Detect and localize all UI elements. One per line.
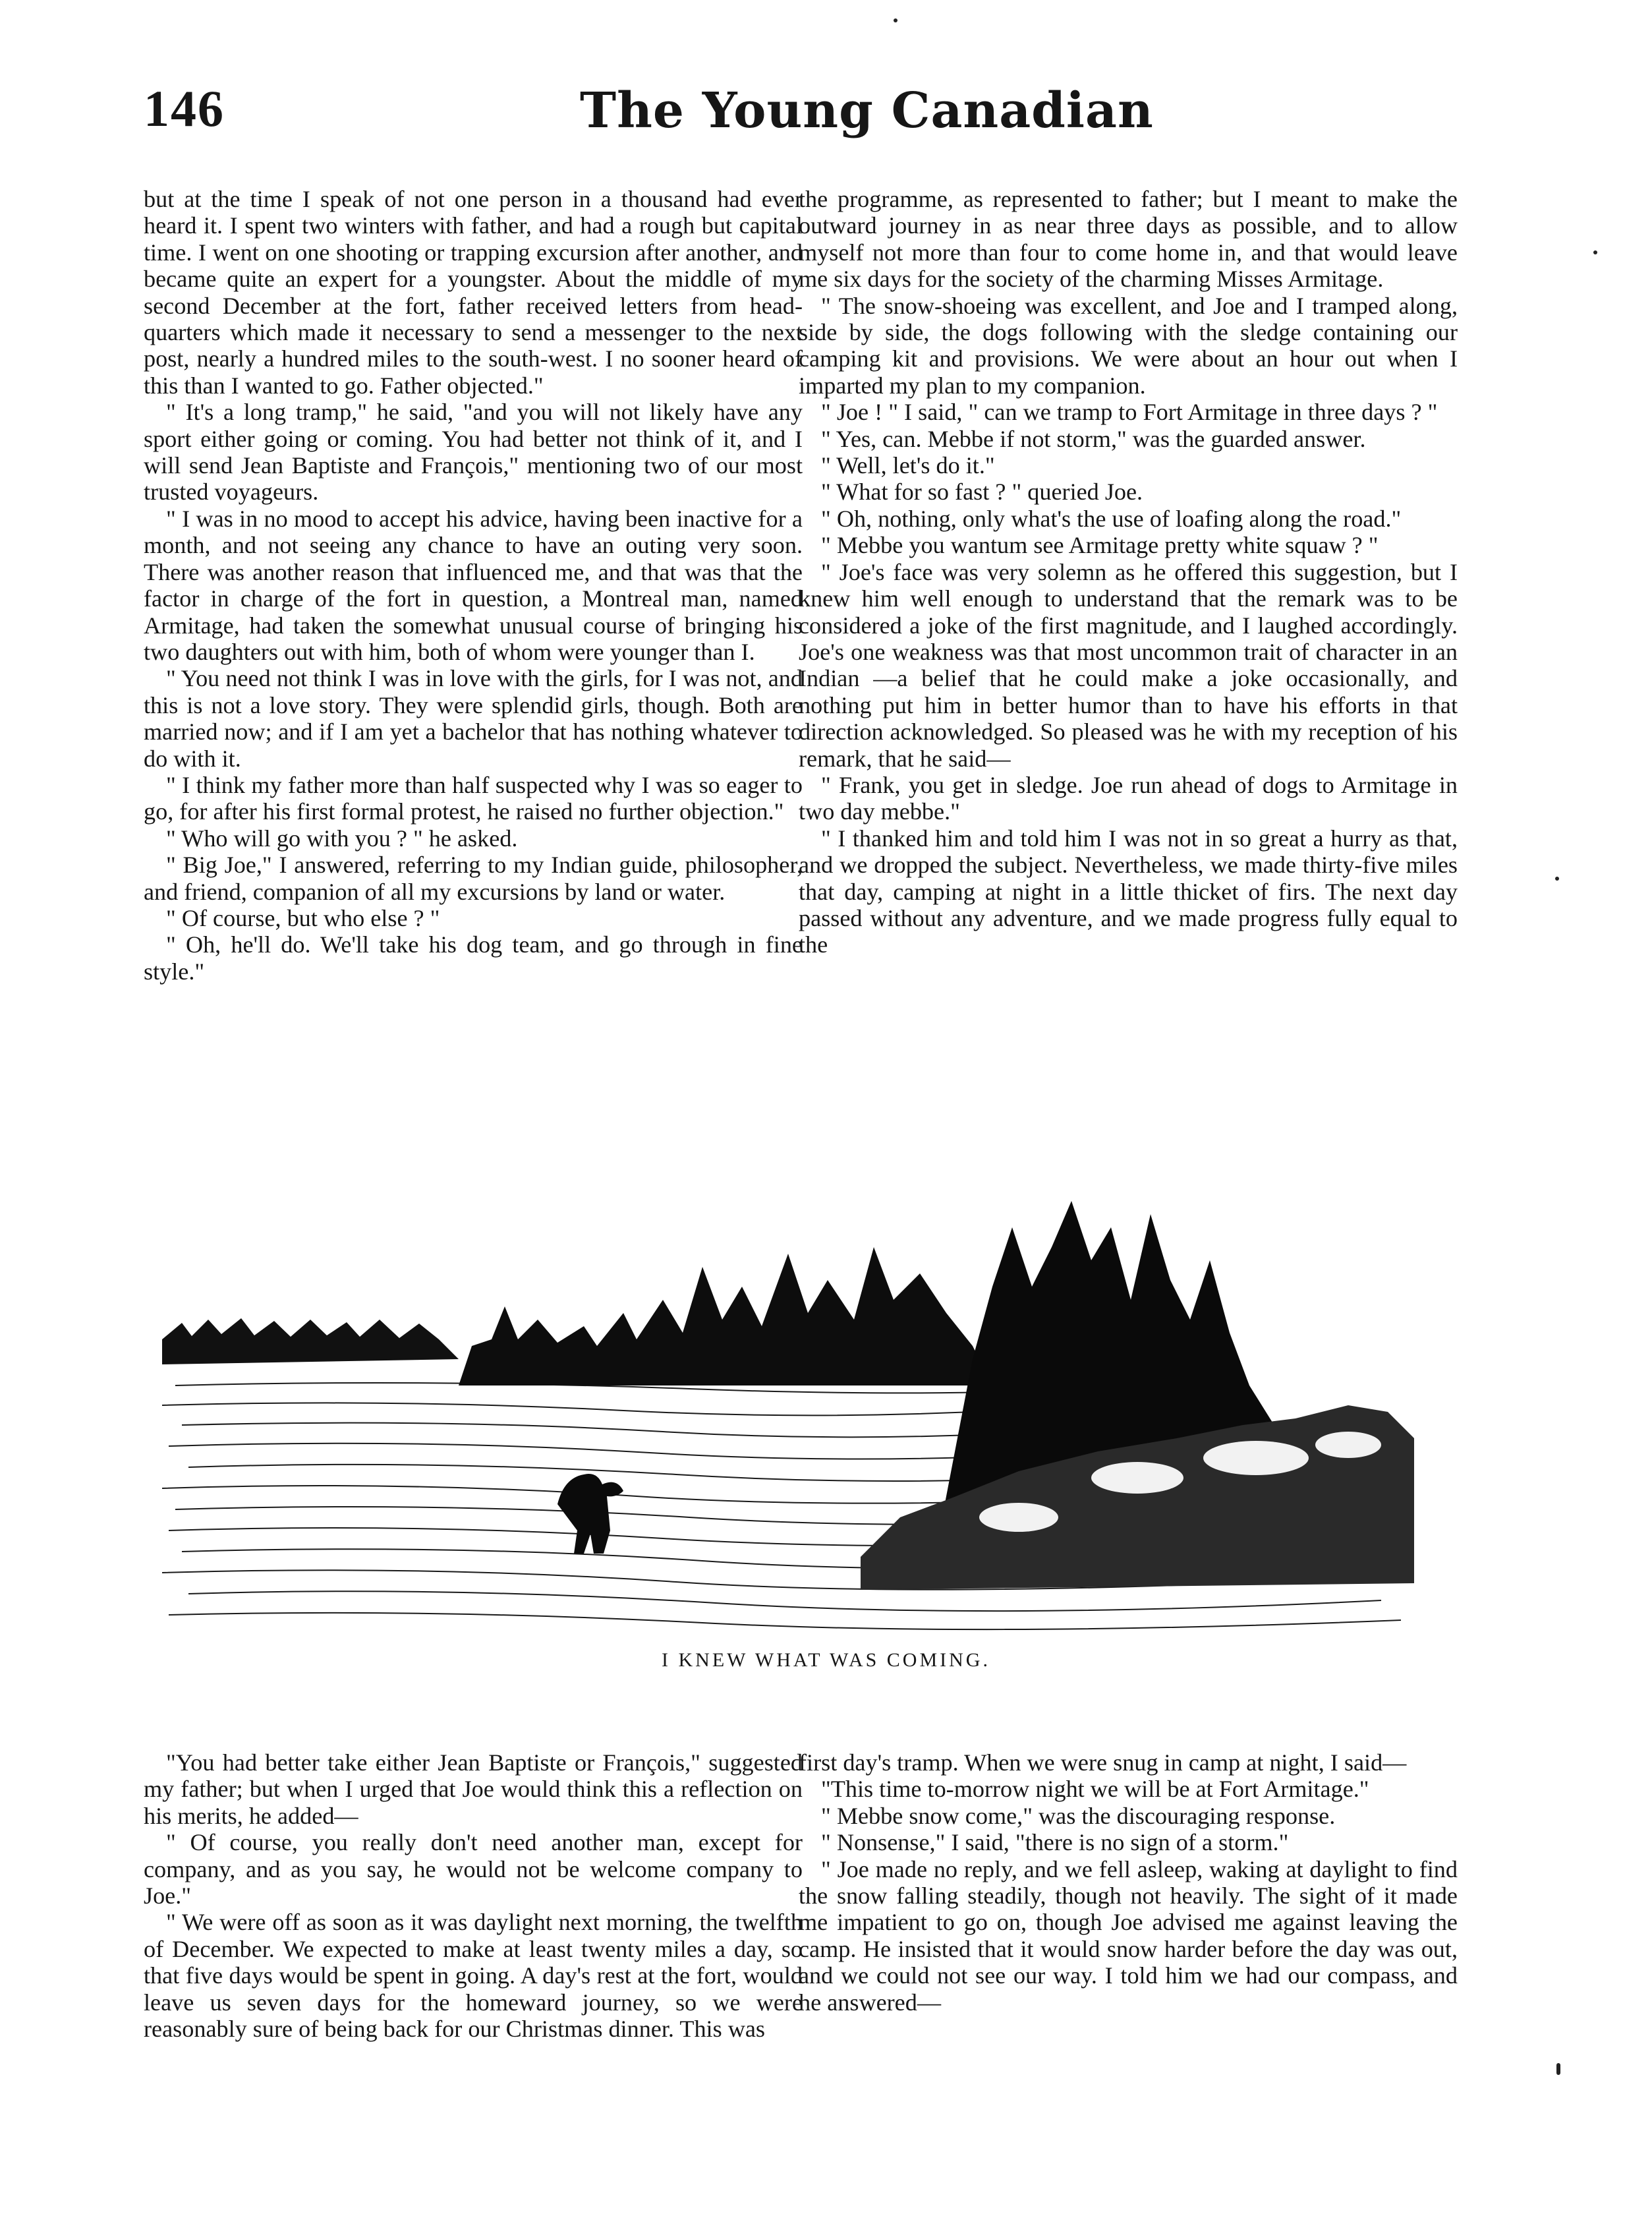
bottom-left-column [144, 1749, 803, 2042]
top-left-column [144, 186, 803, 985]
paragraph: " Frank, you get in sledge. Joe run ahead of dogs to Armitage in two day mebbe." [799, 771, 1458, 825]
illustration-caption: I KNEW WHAT WAS COMING. [662, 1649, 990, 1671]
forest-point [459, 1247, 992, 1385]
paragraph: " Nonsense," I said, "there is no sign of a storm." [821, 1829, 1289, 1856]
paragraph: " You need not think I was in love with the girls, for I was not, and this is not a love story. They were splendid girls, though. Both are married now; and if I am yet a bachelor that has nothing whatever to do with it. [144, 665, 803, 772]
print-speck [1593, 250, 1597, 254]
print-speck [894, 18, 897, 22]
paragraph: " Joe's face was very solemn as he offered this suggestion, but I knew him well enough to understand that the remark was to be considered a joke of the first magnitude, and I laughed accordingly. Joe's one weakness was that most uncommon trait of character in an Indian —a belief that he could make a joke occasionally, and nothing put him in better humor than to have his efforts in that direction acknowledged. So pleased was he with my reception of his remark, that he said— [799, 558, 1458, 772]
paragraph: " Well, let's do it." [821, 452, 995, 479]
paragraph: the programme, as represented to father; but I meant to make the outward journey in as near three days as possible, and to allow myself not more than four to come home in, and that would leave me six days for the society of the charming Misses Armitage. [799, 186, 1458, 293]
paragraph: " Big Joe," I answered, referring to my Indian guide, philosopher, and friend, companion of all my excursions by land or water. [144, 852, 803, 905]
paragraph: but at the time I speak of not one person in a thousand had ever heard it. I spent two winters with father, and had a rough but capital time. I went on one shooting or trapping excursion after another, and became quite an expert for a youngster. About the middle of my second December at the fort, father received letters from head-quarters which made it necessary to send a messenger to the next post, nearly a hundred miles to the south-west. I no sooner heard of this than I wanted to go. Father objected." [144, 186, 803, 399]
paragraph: " Mebbe snow come," was the discouraging response. [821, 1802, 1336, 1829]
paragraph: " Oh, he'll do. We'll take his dog team, and go through in fine style." [144, 931, 803, 985]
paragraph: " What for so fast ? " queried Joe. [821, 479, 1143, 506]
paragraph: " It's a long tramp," he said, "and you will not likely have any sport either going or coming. You had better not think of it, and I will send Jean Baptiste and François," mentioning two of our most trusted voyageurs. [144, 399, 803, 506]
paragraph: " Oh, nothing, only what's the use of loafing along the road." [821, 505, 1402, 532]
paragraph: first day's tramp. When we were snug in camp at night, I said— [799, 1749, 1407, 1776]
top-right-column [799, 186, 1458, 958]
paragraph: " Yes, can. Mebbe if not storm," was the guarded answer. [821, 425, 1366, 452]
paragraph: " Joe made no reply, and we fell asleep, waking at daylight to find the snow falling steadily, though not heavily. The sight of it made me impatient to go on, though Joe advised me against leaving the camp. He insisted that it would snow harder before the day was out, and we could not see our way. I told him we had our compass, and he answered— [799, 1855, 1458, 2016]
page-header [0, 0, 1652, 171]
bottom-right-column [799, 1749, 1458, 2016]
page-number: 146 [144, 80, 225, 137]
paragraph: "You had better take either Jean Baptiste or François," suggested my father; but when I urged that Joe would think this a reflection on his merits, he added— [144, 1749, 803, 1829]
print-speck [1555, 877, 1559, 881]
paragraph: " I think my father more than half suspected why I was so eager to go, for after his first formal protest, he raised no further objection." [144, 771, 803, 825]
paragraph: " I thanked him and told him I was not in so great a hurry as that, and we dropped the subject. Nevertheless, we made thirty-five miles that day, camping at night in a little thicket of firs. The next day passed without any adventure, and we made progress fully equal to the [799, 825, 1458, 958]
winter-landscape-illustration [162, 1188, 1414, 1631]
paragraph: " We were off as soon as it was daylight next morning, the twelfth of December. We expected to make at least twenty miles a day, so that five days would be spent in going. A day's rest at the fort, would leave us seven days for the homeward journey, so we were reasonably sure of being back for our Christmas dinner. This was [144, 1909, 803, 2043]
magazine-title: The Young Canadian [580, 82, 1154, 139]
paragraph: " Of course, you really don't need another man, except for company, and as you say, he would not be welcome company to Joe." [144, 1829, 803, 1910]
print-speck [1556, 2063, 1560, 2075]
paragraph: " I was in no mood to accept his advice, having been inactive for a month, and not seeing any chance to have an outing very soon. There was another reason that influenced me, and that was that the factor in charge of the fort in question, a Montreal man, named Armitage, had taken the somewhat unusual course of bringing his two daughters out with him, both of whom were younger than I. [144, 505, 803, 665]
paragraph: " Joe ! " I said, " can we tramp to Fort Armitage in three days ? " [821, 399, 1438, 426]
distant-treeline [162, 1318, 459, 1364]
paragraph: " Who will go with you ? " he asked. [166, 825, 518, 852]
paragraph: "This time to-morrow night we will be at Fort Armitage." [821, 1776, 1369, 1803]
paragraph: " Mebbe you wantum see Armitage pretty white squaw ? " [821, 532, 1379, 559]
paragraph: " Of course, but who else ? " [166, 904, 440, 931]
paragraph: " The snow-shoeing was excellent, and Joe and I tramped along, side by side, the dogs following with the sledge containing our camping kit and provisions. We were about an hour out when I imparted my plan to my companion. [799, 292, 1458, 399]
